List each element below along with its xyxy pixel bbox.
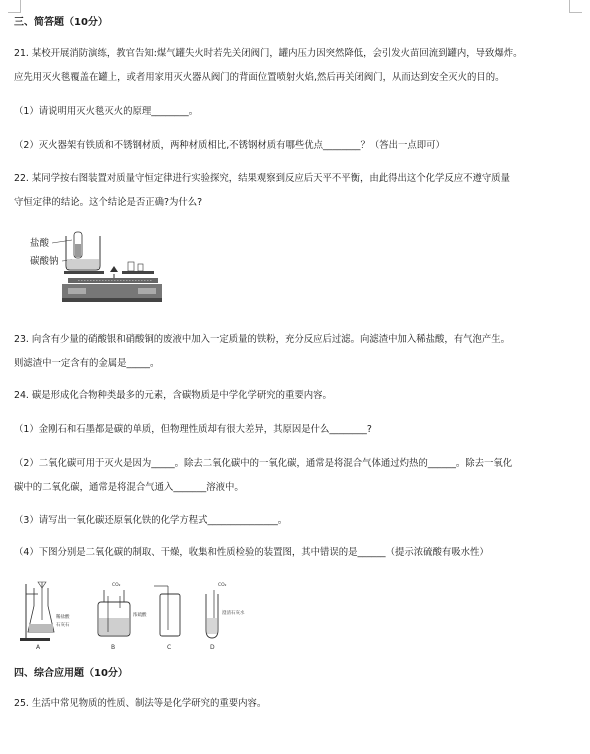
dilute-hcl-label: 稀盐酸 bbox=[56, 615, 70, 620]
q24-sub-1: （1）金刚石和石墨都是碳的单质，但物理性质却有很大差异，其原因是什么________? bbox=[14, 424, 372, 435]
q23-line-1: 23. 向含有少量的硝酸银和硝酸铜的废液中加入一定质量的铁粉，充分反应后过滤。向滤渣中加入稀盐酸，有气泡产生。 bbox=[14, 334, 511, 345]
co2-label-b: CO₂ bbox=[112, 583, 121, 588]
apparatus-b bbox=[98, 582, 147, 651]
q22-line-2: 守恒定律的结论。这个结论是否正确?为什么? bbox=[14, 197, 203, 208]
label-b: B bbox=[111, 644, 116, 651]
hydrochloric-acid-label: 盐酸 bbox=[30, 238, 50, 249]
q24-sub-3: （3）请写出一氧化碳还原氧化铁的化学方程式_______________。 bbox=[14, 515, 288, 526]
q21-sub-2: （2）灭火器架有铁质和不锈钢材质，两种材质相比,不锈钢材质有哪些优点________？（答出一点即可） bbox=[14, 140, 445, 151]
q21-sub-1: （1）请说明用灭火毯灭火的原理________。 bbox=[14, 106, 199, 117]
apparatus-a bbox=[20, 582, 70, 651]
q21-line-2: 应先用灭火毯覆盖在罐上，或者用家用灭火器从阀门的背面位置喷射火焰,然后再关闭阀门，从而达到安全灭火的目的。 bbox=[14, 72, 505, 83]
label-d: D bbox=[210, 644, 215, 651]
limewater-label: 澄清石灰水 bbox=[222, 611, 245, 616]
co2-label-d: CO₂ bbox=[218, 583, 227, 588]
page-corner-mark bbox=[8, 0, 21, 13]
q24-line-1: 24. 碳是形成化合物种类最多的元素，含碳物质是中学化学研究的重要内容。 bbox=[14, 390, 332, 401]
apparatus-c bbox=[154, 586, 180, 651]
page-corner-mark bbox=[569, 0, 582, 13]
q25-line: 25. 生活中常见物质的性质、制法等是化学研究的重要内容。 bbox=[14, 698, 267, 709]
q24-sub-2b: 碳中的二氧化碳，通常是将混合气通入_______溶液中。 bbox=[14, 482, 244, 493]
conc-sulfuric-acid-label: 浓硫酸 bbox=[133, 613, 147, 618]
section-3-heading: 三、简答题（10分） bbox=[14, 17, 108, 28]
label-c: C bbox=[167, 644, 172, 651]
q23-line-2: 则滤渣中一定含有的金属是_____。 bbox=[14, 358, 160, 369]
balance-apparatus-figure bbox=[28, 226, 168, 306]
co2-apparatus-figure bbox=[20, 580, 260, 652]
q24-sub-4: （4）下图分别是二氧化碳的制取、干燥，收集和性质检验的装置图，其中错误的是______（提示浓硫酸有吸水性） bbox=[14, 547, 489, 558]
q21-line-1: 21. 某校开展消防演练，教官告知:煤气罐失火时若先关闭阀门，罐内压力因突然降低，会引发火苗回流到罐内，导致爆炸。 bbox=[14, 48, 523, 59]
label-a: A bbox=[36, 644, 41, 651]
q22-line-1: 22. 某同学按右图装置对质量守恒定律进行实验探究，结果观察到反应后天平不平衡，由此得出这个化学反应不遵守质量 bbox=[14, 173, 511, 184]
limestone-label: 石灰石 bbox=[56, 623, 70, 628]
section-4-heading: 四、综合应用题（10分） bbox=[14, 668, 128, 679]
sodium-carbonate-label: 碳酸钠 bbox=[30, 256, 59, 267]
apparatus-d bbox=[206, 582, 245, 651]
q24-sub-2a: （2）二氧化碳可用于灭火是因为_____。除去二氧化碳中的一氧化碳，通常是将混合气体通过灼热的______。除去一氧化 bbox=[14, 458, 513, 469]
